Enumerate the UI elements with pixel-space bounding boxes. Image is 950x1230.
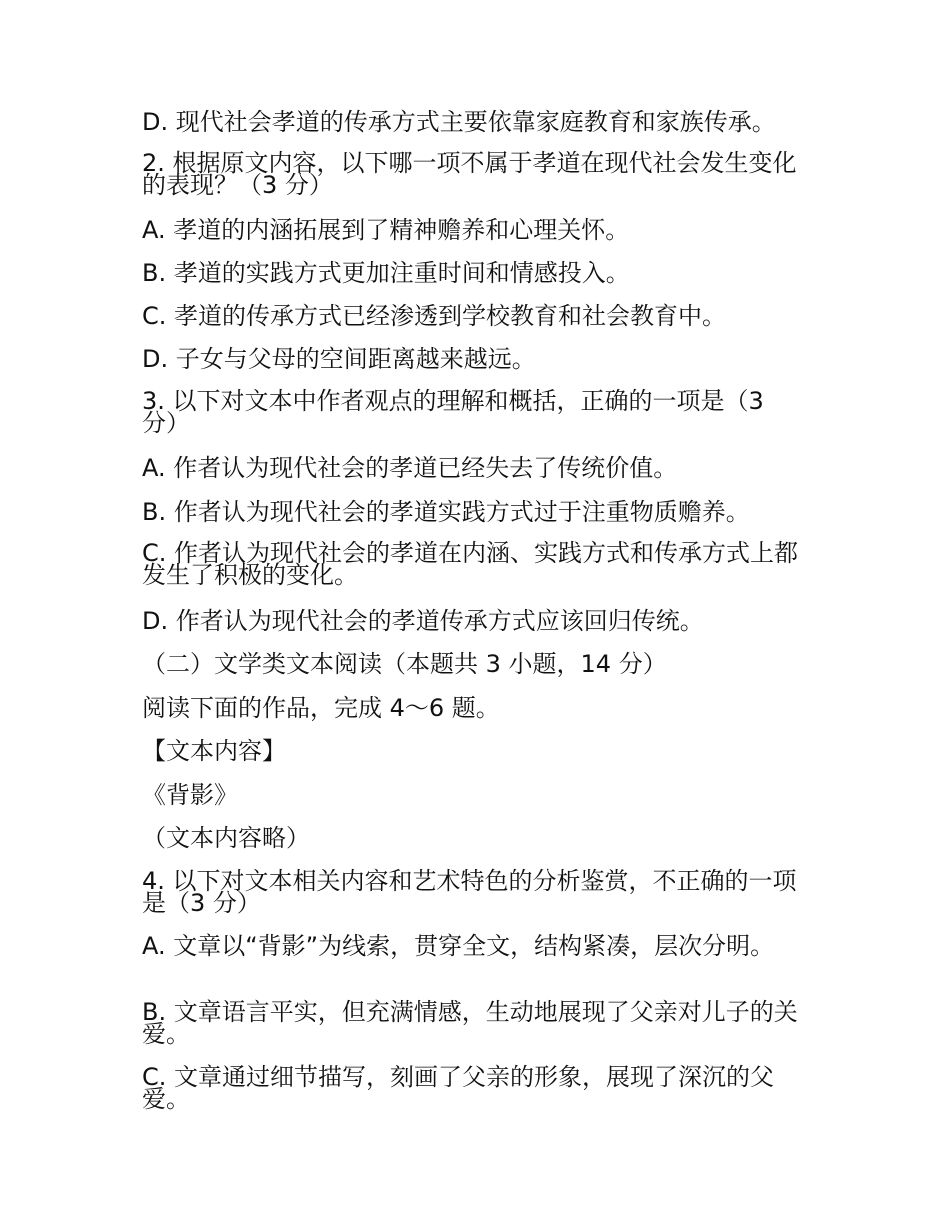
- content-omitted: （文本内容略）: [142, 824, 310, 852]
- option-c-q2: C. 孝道的传承方式已经渗透到学校教育和社会教育中。: [142, 302, 727, 330]
- option-d-q3: D. 作者认为现代社会的孝道传承方式应该回归传统。: [142, 607, 704, 635]
- text-content-label: 【文本内容】: [142, 737, 286, 765]
- section-heading: （二）文学类文本阅读（本题共 3 小题，14 分）: [142, 650, 667, 678]
- article-title: 《背影》: [142, 781, 238, 809]
- question-4: 4. 以下对文本相关内容和艺术特色的分析鉴赏，不正确的一项是（3 分）: [142, 867, 797, 917]
- option-b-q2: B. 孝道的实践方式更加注重时间和情感投入。: [142, 259, 630, 287]
- option-d-q2: D. 子女与父母的空间距离越来越远。: [142, 345, 536, 373]
- option-c-q4: C. 文章通过细节描写，刻画了父亲的形象，展现了深沉的父爱。: [142, 1063, 775, 1113]
- question-2: 2. 根据原文内容，以下哪一项不属于孝道在现代社会发生变化的表现？（3 分）: [142, 149, 797, 199]
- option-a-q4: A. 文章以“背影”为线索，贯穿全文，结构紧凑，层次分明。: [142, 932, 775, 960]
- option-d-q1: D. 现代社会孝道的传承方式主要依靠家庭教育和家族传承。: [142, 108, 776, 136]
- question-3: 3. 以下对文本中作者观点的理解和概括，正确的一项是（3 分）: [142, 387, 764, 437]
- option-a-q2: A. 孝道的内涵拓展到了精神赡养和心理关怀。: [142, 216, 630, 244]
- option-a-q3: A. 作者认为现代社会的孝道已经失去了传统价值。: [142, 454, 678, 482]
- option-b-q4: B. 文章语言平实，但充满情感，生动地展现了父亲对儿子的关爱。: [142, 998, 798, 1048]
- option-c-q3: C. 作者认为现代社会的孝道在内涵、实践方式和传承方式上都发生了积极的变化。: [142, 539, 799, 589]
- reading-instruction: 阅读下面的作品，完成 4～6 题。: [142, 694, 500, 722]
- option-b-q3: B. 作者认为现代社会的孝道实践方式过于注重物质赡养。: [142, 498, 750, 526]
